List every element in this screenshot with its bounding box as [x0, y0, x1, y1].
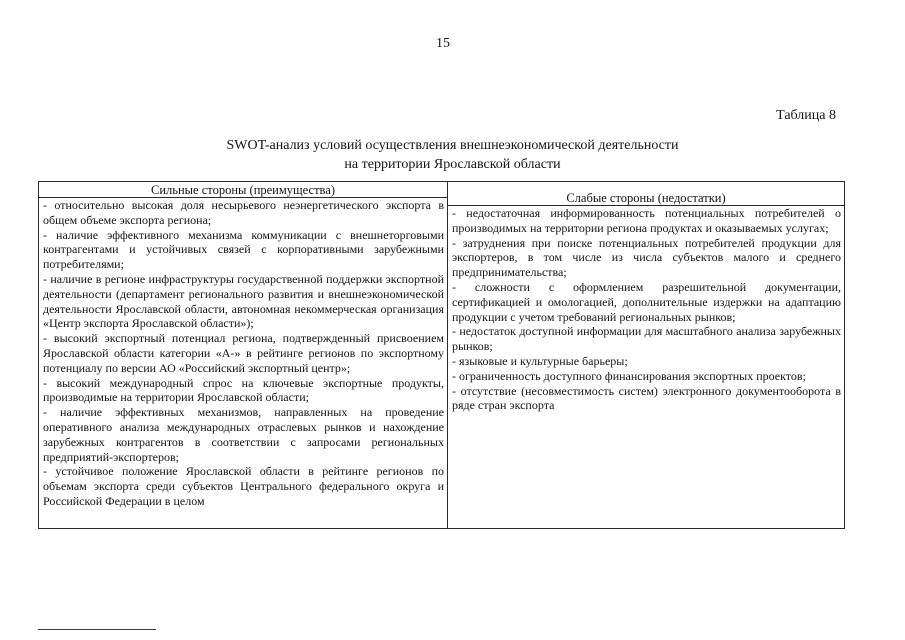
- strength-item: - наличие эффективного механизма коммуникации с внешнеторговыми контрагентами и устойчивых связей с корпоративными зарубежными потребителями;: [43, 227, 444, 272]
- weakness-item: - сложности с оформлением разрешительной документации, сертификацией и омологацией, дополнительные издержки на адаптацию продукции с учетом требований региональных рынков;: [452, 279, 841, 324]
- weakness-item: - ограниченность доступного финансирования экспортных проектов;: [452, 368, 806, 383]
- table-label: Таблица 8: [776, 108, 836, 123]
- weakness-item: - языковые и культурные барьеры;: [452, 353, 628, 368]
- weakness-item: - недостаток доступной информации для масштабного анализа зарубежных рынков;: [452, 324, 841, 354]
- weaknesses-list: [448, 206, 844, 413]
- strength-item: - высокий экспортный потенциал региона, подтвержденный присвоением Ярославской области категории «А-» в рейтинге регионов по экспортному потенциалу по версии АО «Российский экспортный центр»;: [43, 331, 444, 375]
- weaknesses-column: [448, 182, 844, 528]
- swot-table: [38, 181, 845, 529]
- page-number: 15: [436, 36, 450, 51]
- table-title: [0, 136, 905, 174]
- strength-item: - наличие эффективных механизмов, направленных на проведение оперативного анализа международных отраслевых рынков и нахождение зарубежных контрагентов в соответствии с запросами региональных предприятий-экспортеров;: [43, 405, 444, 464]
- weaknesses-header: Слабые стороны (недостатки): [448, 182, 844, 206]
- weakness-item: - затруднения при поиске потенциальных потребителей продукции для экспортеров, в том числе из числа субъектов малого и среднего предпринимательства;: [452, 235, 841, 280]
- strength-item: - высокий международный спрос на ключевые экспортные продукты, производимые на территории Ярославской области;: [43, 375, 444, 405]
- strengths-header: Сильные стороны (преимущества): [39, 182, 447, 198]
- strengths-column: [39, 182, 448, 528]
- strength-item: - относительно высокая доля несырьевого неэнергетического экспорта в общем объеме экспорта региона;: [43, 198, 444, 227]
- strength-item: - устойчивое положение Ярославской области в рейтинге регионов по объемам экспорта среди субъектов Центрального федерального округа и Российской Федерации в целом: [43, 464, 444, 508]
- weakness-item: - недостаточная информированность потенциальных потребителей о производимых на территории региона продуктах и оказываемых услугах;: [452, 206, 841, 235]
- table-title-line-1: SWOT-анализ условий осуществления внешнеэкономической деятельности: [226, 138, 679, 153]
- weakness-item: - отсутствие (несовместимость систем) электронного документооборота в ряде стран экспорта: [452, 383, 841, 413]
- table-title-line-2: на территории Ярославской области: [344, 157, 561, 172]
- footnote-divider: [38, 629, 156, 630]
- strength-item: - наличие в регионе инфраструктуры государственной поддержки экспортной деятельности (департамент регионального развития и внешнеэкономической деятельности Ярославской области, автономная некоммерческая организация «Центр экспорта Ярославской области»);: [43, 271, 444, 331]
- strengths-list: [39, 198, 447, 509]
